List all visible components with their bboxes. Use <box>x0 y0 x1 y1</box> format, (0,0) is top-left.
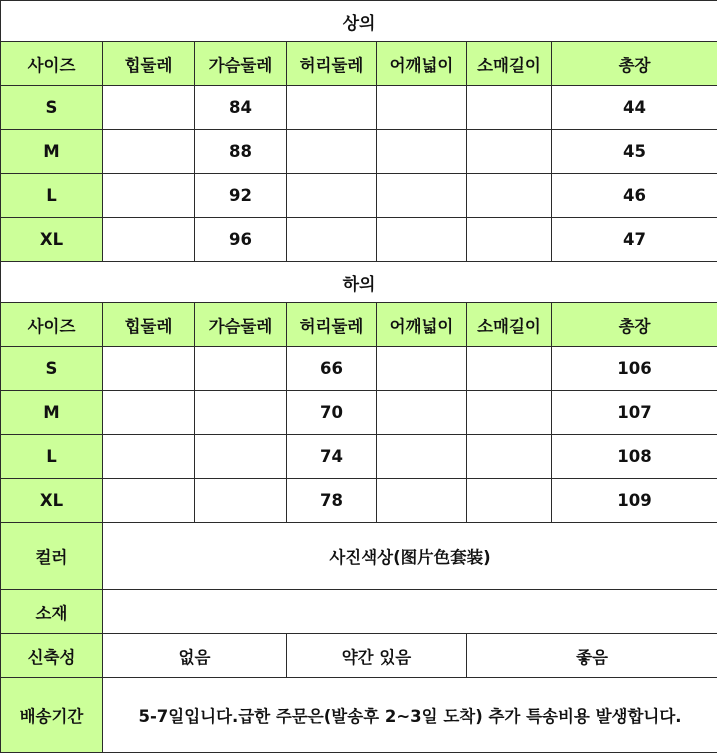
stretch-row <box>1 634 717 678</box>
hip-cell <box>103 435 195 479</box>
header-chest: 가슴둘레 <box>195 42 287 86</box>
color-row <box>1 523 717 590</box>
table-row <box>1 218 717 262</box>
sleeve-cell <box>467 218 552 262</box>
chest-cell <box>195 479 287 523</box>
shoulder-cell <box>377 347 467 391</box>
hip-cell <box>103 86 195 130</box>
hip-cell <box>103 391 195 435</box>
hip-cell <box>103 479 195 523</box>
stretch-option-none: 없음 <box>103 634 287 678</box>
waist-cell: 74 <box>287 435 377 479</box>
hip-cell <box>103 347 195 391</box>
top-title-row <box>1 1 717 42</box>
shoulder-cell <box>377 130 467 174</box>
bottom-title-row <box>1 262 717 303</box>
size-cell: L <box>1 174 103 218</box>
length-cell: 109 <box>552 479 717 523</box>
size-cell: M <box>1 391 103 435</box>
header-waist: 허리둘레 <box>287 303 377 347</box>
waist-cell <box>287 86 377 130</box>
sleeve-cell <box>467 391 552 435</box>
size-cell: M <box>1 130 103 174</box>
header-shoulder: 어깨넓이 <box>377 42 467 86</box>
table-row <box>1 391 717 435</box>
sleeve-cell <box>467 174 552 218</box>
header-sleeve: 소매길이 <box>467 303 552 347</box>
waist-cell: 78 <box>287 479 377 523</box>
table-row <box>1 347 717 391</box>
size-cell: S <box>1 86 103 130</box>
stretch-option-good: 좋음 <box>467 634 717 678</box>
chest-cell: 92 <box>195 174 287 218</box>
length-cell: 47 <box>552 218 717 262</box>
chest-cell <box>195 435 287 479</box>
header-size: 사이즈 <box>1 42 103 86</box>
waist-cell <box>287 218 377 262</box>
chest-cell: 88 <box>195 130 287 174</box>
chest-cell <box>195 391 287 435</box>
shoulder-cell <box>377 391 467 435</box>
hip-cell <box>103 174 195 218</box>
waist-cell: 66 <box>287 347 377 391</box>
shipping-row <box>1 678 717 753</box>
header-size: 사이즈 <box>1 303 103 347</box>
size-cell: S <box>1 347 103 391</box>
bottom-header-row <box>1 303 717 347</box>
header-shoulder: 어깨넓이 <box>377 303 467 347</box>
shoulder-cell <box>377 218 467 262</box>
length-cell: 46 <box>552 174 717 218</box>
chest-cell: 96 <box>195 218 287 262</box>
stretch-label: 신축성 <box>1 634 103 678</box>
sleeve-cell <box>467 479 552 523</box>
header-waist: 허리둘레 <box>287 42 377 86</box>
table-row <box>1 86 717 130</box>
material-value <box>103 590 717 634</box>
waist-cell <box>287 174 377 218</box>
sleeve-cell <box>467 130 552 174</box>
stretch-option-slight: 약간 있음 <box>287 634 467 678</box>
header-hip: 힙둘레 <box>103 42 195 86</box>
waist-cell <box>287 130 377 174</box>
size-cell: XL <box>1 218 103 262</box>
length-cell: 108 <box>552 435 717 479</box>
waist-cell: 70 <box>287 391 377 435</box>
material-row <box>1 590 717 634</box>
chest-cell <box>195 347 287 391</box>
color-value: 사진색상(图片色套装) <box>103 523 717 590</box>
header-length: 총장 <box>552 303 717 347</box>
table-row <box>1 479 717 523</box>
size-cell: L <box>1 435 103 479</box>
shoulder-cell <box>377 86 467 130</box>
top-section-title: 상의 <box>1 1 717 42</box>
length-cell: 107 <box>552 391 717 435</box>
table-row <box>1 174 717 218</box>
hip-cell <box>103 218 195 262</box>
header-sleeve: 소매길이 <box>467 42 552 86</box>
shoulder-cell <box>377 174 467 218</box>
chest-cell: 84 <box>195 86 287 130</box>
sleeve-cell <box>467 86 552 130</box>
header-chest: 가슴둘레 <box>195 303 287 347</box>
top-header-row <box>1 42 717 86</box>
sleeve-cell <box>467 347 552 391</box>
length-cell: 45 <box>552 130 717 174</box>
bottom-section-title: 하의 <box>1 262 717 303</box>
size-cell: XL <box>1 479 103 523</box>
shipping-label: 배송기간 <box>1 678 103 753</box>
sleeve-cell <box>467 435 552 479</box>
length-cell: 106 <box>552 347 717 391</box>
length-cell: 44 <box>552 86 717 130</box>
material-label: 소재 <box>1 590 103 634</box>
color-label: 컬러 <box>1 523 103 590</box>
shoulder-cell <box>377 435 467 479</box>
shoulder-cell <box>377 479 467 523</box>
table-row <box>1 130 717 174</box>
hip-cell <box>103 130 195 174</box>
header-length: 총장 <box>552 42 717 86</box>
shipping-value: 5-7일입니다.급한 주문은(발송후 2~3일 도착) 추가 특송비용 발생합니다. <box>103 678 717 753</box>
header-hip: 힙둘레 <box>103 303 195 347</box>
table-row <box>1 435 717 479</box>
